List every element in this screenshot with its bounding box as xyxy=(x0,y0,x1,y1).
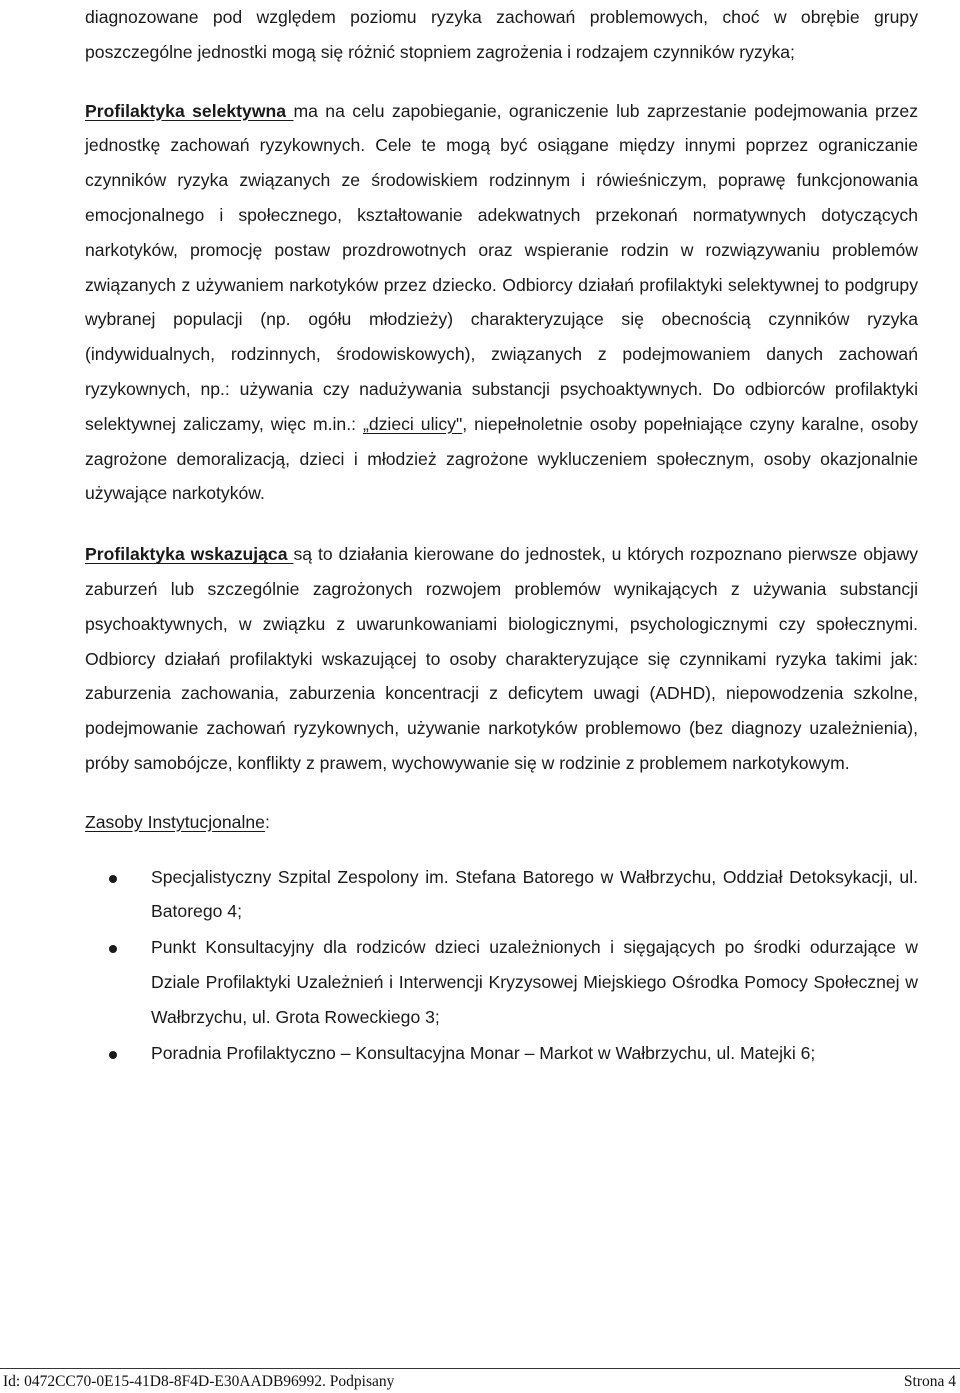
page-footer xyxy=(0,1368,960,1392)
list-item xyxy=(85,1036,918,1071)
indicated-body: są to działania kierowane do jednostek, u których rozpoznano pierwsze objawy zaburzeń lub szczególnie zagrożonych rozwojem problemów wynikających z używania substancji psychoaktywnych, w związku z uwarunkowaniami biologicznymi, psychologicznymi czy społecznymi. Odbiorcy działań profilaktyki wskazującej to osoby charakteryzujące się czynnikami ryzyka takimi jak: zaburzenia zachowania, zaburzenia koncentracji z deficytem uwagi (ADHD), niepowodzenia szkolne, podejmowanie zachowań ryzykownych, używanie narkotyków problemowo (bez diagnozy uzależnienia), próby samobójcze, konflikty z prawem, wychowywanie się w rodzinie z problemem narkotykowym. xyxy=(85,544,918,773)
indicated-paragraph xyxy=(85,537,918,781)
bullet-icon xyxy=(109,1051,117,1059)
list-item xyxy=(85,930,918,1034)
list-item-text: Punkt Konsultacyjny dla rodziców dzieci uzależnionych i sięgających po środki odurzające w Dziale Profilaktyki Uzależnień i Interwencji Kryzysowej Miejskiego Ośrodka Pomocy Społecznej w Wałbrzychu, ul. Grota Roweckiego 3; xyxy=(151,937,918,1027)
bullet-icon xyxy=(109,945,117,953)
bullet-icon xyxy=(109,875,117,883)
selective-term: Profilaktyka selektywna xyxy=(85,100,294,121)
page-number: Strona 4 xyxy=(903,1373,956,1390)
resources-heading xyxy=(85,805,918,840)
resources-heading-text: Zasoby Instytucjonalne xyxy=(85,811,265,832)
list-item xyxy=(85,860,918,930)
indicated-term: Profilaktyka wskazująca xyxy=(85,544,294,565)
document-page xyxy=(85,0,918,1071)
intro-paragraph: diagnozowane pod względem poziomu ryzyka zachowań problemowych, choć w obrębie grupy poszczególne jednostki mogą się różnić stopniem zagrożenia i rodzajem czynników ryzyka; xyxy=(85,7,918,62)
resources-heading-suffix: : xyxy=(264,811,270,832)
selective-tail: , niepełnoletnie osoby popełniające czyny karalne, osoby zagrożone demoralizacją, dzieci i młodzież zagrożone wykluczeniem społecznym, osoby okazjonalnie używające narkotyków. xyxy=(85,413,919,504)
list-item-text: Poradnia Profilaktyczno – Konsultacyjna Monar – Markot w Wałbrzychu, ul. Matejki 6; xyxy=(151,1042,816,1063)
selective-paragraph xyxy=(85,94,918,512)
list-item-text: Specjalistyczny Szpital Zespolony im. Stefana Batorego w Wałbrzychu, Oddział Detoksykacji, ul. Batorego 4; xyxy=(151,866,918,922)
selective-quote: „dzieci ulicy" xyxy=(362,413,463,434)
resources-list xyxy=(85,860,918,1071)
selective-body: ma na celu zapobieganie, ograniczenie lub zaprzestanie podejmowania przez jednostkę zachowań ryzykownych. Cele te mogą być osiągane między innymi poprzez ograniczanie czynników ryzyka związanych ze środowiskiem rodzinnym i rówieśniczym, poprawę funkcjonowania emocjonalnego i społecznego, kształtowanie adekwatnych przekonań normatywnych dotyczących narkotyków, promocję postaw prozdrowotnych oraz wspieranie rodzin w rozwiązywaniu problemów związanych z używaniem narkotyków przez dziecko. Odbiorcy działań profilaktyki selektywnej to podgrupy wybranej populacji (np. ogółu młodzieży) charakteryzujące się obecnością czynników ryzyka (indywidualnych, rodzinnych, środowiskowych), związanych z podejmowaniem danych zachowań ryzykownych, np.: używania czy nadużywania substancji psychoaktywnych. Do odbiorców profilaktyki selektywnej zaliczamy, więc m.in.: xyxy=(85,100,918,434)
document-id: Id: 0472CC70-0E15-41D8-8F4D-E30AADB96992. Podpisany xyxy=(3,1373,395,1390)
